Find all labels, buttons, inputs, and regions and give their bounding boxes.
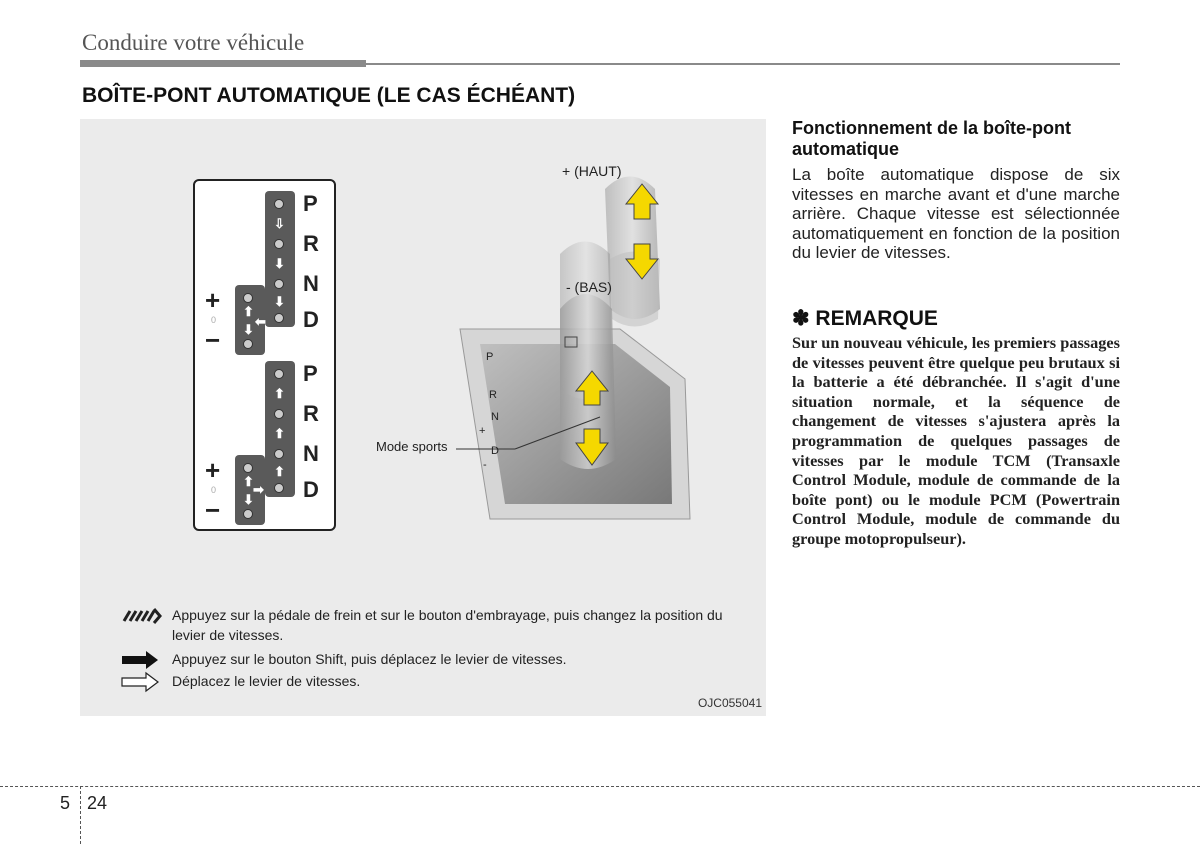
gate-dot — [243, 339, 253, 349]
upshift-label: + (HAUT) — [562, 163, 622, 179]
gear-letter-p: P — [303, 191, 318, 216]
legend-text: Déplacez le levier de vitesses. — [172, 673, 361, 689]
gate-dot — [274, 483, 284, 493]
solid-arrow-icon — [120, 649, 172, 671]
gear-letter-n: N — [303, 441, 319, 466]
gear-letter-r: R — [303, 401, 319, 426]
running-header: Conduire votre véhicule — [82, 30, 305, 55]
header-rule-dark — [80, 60, 366, 67]
down-arrow-icon: ⬇ — [243, 322, 254, 337]
gate-dot — [274, 199, 284, 209]
gate-dot — [243, 293, 253, 303]
gate-dot — [274, 279, 284, 289]
section-title: BOÎTE-PONT AUTOMATIQUE (LE CAS ÉCHÉANT) — [82, 84, 576, 107]
remark-text: Sur un nouveau véhicule, les premiers passages de vitesses peuvent être quelque peu brutaux si la batterie a été débranchée. Il s'agit d'une situation normale, et la séquence de changement de vitesses s'ajustera après la programmation de quelques passages de vitesses par le module TCM (Transaxle Control Module, module de commande de la boîte pont) ou le module PCM (Powertrain Control Module, module de commande du groupe motopropulseur). — [792, 333, 1120, 548]
gear-letter-n: N — [303, 271, 319, 296]
knob-letter-minus: - — [483, 459, 487, 471]
legend-text: Appuyez sur le bouton Shift, puis déplacez le levier de vitesses. — [172, 651, 567, 667]
downshift-label: - (BAS) — [566, 279, 612, 295]
knob-letter-p: P — [486, 351, 494, 363]
operation-heading: Fonctionnement de la boîte-pont automatique — [792, 118, 1071, 159]
hatched-arrow-icon — [120, 605, 172, 627]
transmission-figure — [80, 119, 766, 716]
down-arrow-icon: ⬇ — [274, 256, 285, 271]
operation-section — [792, 118, 1120, 263]
gate-dot — [274, 239, 284, 249]
up-arrow-icon: ⬆ — [274, 464, 285, 479]
chapter-number: 5 — [60, 793, 71, 813]
footer-divider — [80, 786, 81, 844]
gate-dot — [243, 509, 253, 519]
up-arrow-icon: ⬆ — [243, 474, 254, 489]
footer-rule — [0, 786, 1200, 787]
gate-dot — [274, 313, 284, 323]
gate-dot — [243, 463, 253, 473]
plus-sign: + — [205, 455, 221, 485]
mode-sports-label: Mode sports — [376, 439, 448, 454]
minus-sign: − — [205, 325, 221, 355]
legend-item — [120, 605, 732, 645]
gear-letter-d: D — [303, 307, 319, 332]
legend-text: Appuyez sur la pédale de frein et sur le bouton d'embrayage, puis changez la position du levier de vitesses. — [172, 607, 723, 643]
shift-pattern-panel — [193, 179, 336, 531]
remark-section — [792, 306, 1120, 549]
gear-letter-r: R — [303, 231, 319, 256]
header-rule-thin — [366, 63, 1120, 65]
legend-item — [120, 649, 732, 671]
minus-sign: − — [205, 495, 221, 525]
left-arrow-icon: ⬅ — [255, 314, 266, 329]
gear-letter-p: P — [303, 361, 318, 386]
up-arrow-icon: ⬆ — [243, 304, 254, 319]
knob-letter-n: N — [491, 411, 499, 423]
gate-dot — [274, 369, 284, 379]
up-arrow-icon: ⬆ — [274, 426, 285, 441]
knob-letter-plus: + — [479, 425, 486, 437]
outline-arrow-icon — [120, 671, 172, 693]
page-number: 24 — [87, 793, 108, 813]
gear-letter-d: D — [303, 477, 319, 502]
legend-item — [120, 671, 732, 693]
knob-letter-r: R — [489, 389, 497, 401]
down-arrow-icon: ⇩ — [274, 216, 285, 231]
knob-letter-d: D — [491, 445, 499, 457]
operation-text: La boîte automatique dispose de six vitesses en marche avant et d'une marche arrière. Chaque vitesse est sélectionnée automatiquement en fonction de la position du levier de vitesses. — [792, 165, 1120, 263]
down-arrow-icon: ⬇ — [243, 492, 254, 507]
gear-lever-illustration — [420, 159, 740, 539]
figure-code: OJC055041 — [697, 696, 762, 710]
gate-dot — [274, 409, 284, 419]
neutral-mark: 0 — [211, 485, 217, 495]
right-arrow-icon: ➡ — [253, 482, 264, 497]
neutral-mark: 0 — [211, 315, 217, 325]
plus-sign: + — [205, 285, 221, 315]
gate-dot — [274, 449, 284, 459]
remark-heading: ✽ REMARQUE — [792, 307, 938, 330]
up-arrow-icon: ⬆ — [274, 386, 285, 401]
down-arrow-icon: ⬇ — [274, 294, 285, 309]
